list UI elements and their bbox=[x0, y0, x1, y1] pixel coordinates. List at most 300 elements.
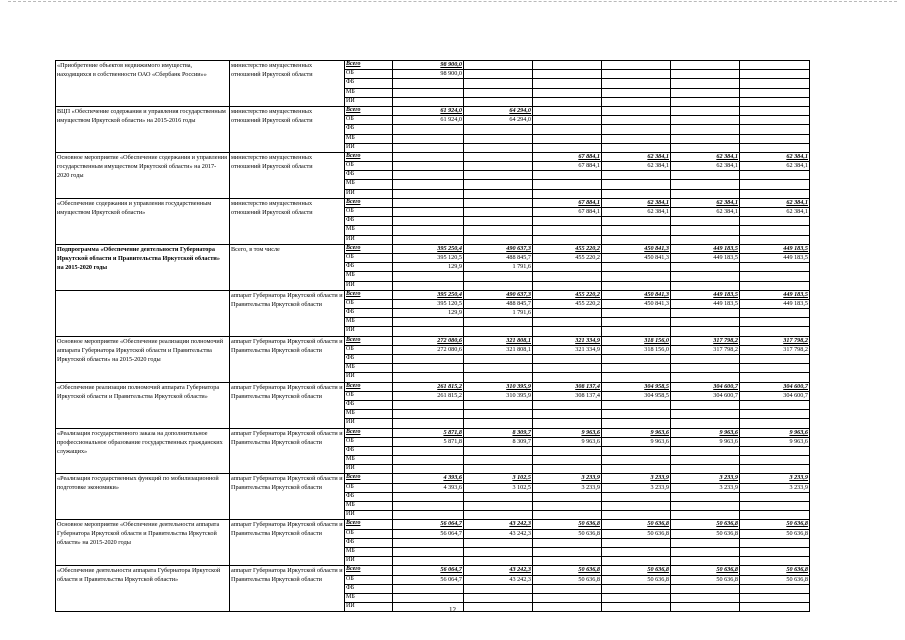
amount-cell: 50 636,8 bbox=[740, 566, 810, 575]
amount-cell bbox=[393, 492, 464, 501]
amount-cell bbox=[671, 70, 740, 79]
amount-cell bbox=[740, 272, 810, 281]
funding-source: МБ bbox=[345, 547, 393, 556]
amount-cell bbox=[740, 70, 810, 79]
amount-cell bbox=[740, 88, 810, 97]
amount-cell bbox=[671, 79, 740, 88]
funding-source: ФБ bbox=[345, 309, 393, 318]
amount-cell bbox=[740, 318, 810, 327]
amount-cell bbox=[671, 189, 740, 198]
amount-cell bbox=[393, 502, 464, 511]
amount-cell: 62 384,1 bbox=[671, 198, 740, 207]
amount-cell bbox=[533, 355, 602, 364]
amount-cell bbox=[533, 171, 602, 180]
amount-cell bbox=[740, 97, 810, 106]
amount-cell: 5 871,8 bbox=[393, 428, 464, 437]
amount-cell bbox=[393, 79, 464, 88]
amount-cell: 50 636,8 bbox=[671, 529, 740, 538]
amount-cell: 395 250,4 bbox=[393, 290, 464, 299]
measure-name bbox=[56, 290, 230, 336]
amount-cell bbox=[671, 364, 740, 373]
amount-cell bbox=[393, 171, 464, 180]
amount-cell: 50 636,8 bbox=[533, 520, 602, 529]
amount-cell bbox=[671, 373, 740, 382]
amount-cell bbox=[533, 410, 602, 419]
amount-cell bbox=[740, 309, 810, 318]
amount-cell: 50 636,8 bbox=[533, 529, 602, 538]
funding-source: ФБ bbox=[345, 263, 393, 272]
funding-source: ИИ bbox=[345, 235, 393, 244]
amount-cell bbox=[602, 272, 671, 281]
amount-cell bbox=[602, 70, 671, 79]
funding-source: МБ bbox=[345, 226, 393, 235]
executor-name: Всего, в том числе bbox=[230, 244, 345, 290]
amount-cell: 3 233,9 bbox=[740, 474, 810, 483]
amount-cell: 308 137,4 bbox=[533, 391, 602, 400]
amount-cell bbox=[740, 125, 810, 134]
measure-name: «Обеспечение содержания и управления государственным имуществом Иркутской области» bbox=[56, 198, 230, 244]
amount-cell bbox=[740, 364, 810, 373]
amount-cell: 449 183,5 bbox=[740, 244, 810, 253]
amount-cell bbox=[393, 272, 464, 281]
amount-cell bbox=[671, 538, 740, 547]
measure-name: Подпрограмма «Обеспечение деятельности Губернатора Иркутской области и Правительства Иркутской области» на 2015-2020 годы bbox=[56, 244, 230, 290]
amount-cell: 62 384,1 bbox=[602, 198, 671, 207]
amount-cell: 9 963,6 bbox=[602, 428, 671, 437]
amount-cell bbox=[464, 97, 533, 106]
funding-source: ИИ bbox=[345, 373, 393, 382]
amount-cell bbox=[740, 502, 810, 511]
executor-name: министерство имущественных отношений Иркутской области bbox=[230, 198, 345, 244]
amount-cell bbox=[671, 456, 740, 465]
executor-name: министерство имущественных отношений Иркутской области bbox=[230, 152, 345, 198]
amount-cell bbox=[464, 281, 533, 290]
amount-cell bbox=[393, 400, 464, 409]
amount-cell: 50 636,8 bbox=[671, 520, 740, 529]
amount-cell: 317 798,2 bbox=[740, 336, 810, 345]
funding-source: МБ bbox=[345, 134, 393, 143]
amount-cell bbox=[393, 217, 464, 226]
amount-cell bbox=[533, 327, 602, 336]
funding-source: Всего bbox=[345, 152, 393, 161]
amount-cell: 455 220,2 bbox=[533, 299, 602, 308]
amount-cell: 50 636,8 bbox=[602, 529, 671, 538]
amount-cell bbox=[464, 61, 533, 70]
amount-cell bbox=[393, 547, 464, 556]
amount-cell bbox=[671, 106, 740, 115]
amount-cell: 56 064,7 bbox=[393, 529, 464, 538]
amount-cell: 272 080,6 bbox=[393, 336, 464, 345]
amount-cell bbox=[602, 511, 671, 520]
amount-cell bbox=[671, 272, 740, 281]
amount-cell bbox=[393, 364, 464, 373]
amount-cell bbox=[602, 456, 671, 465]
amount-cell: 488 845,7 bbox=[464, 253, 533, 262]
amount-cell: 64 294,0 bbox=[464, 106, 533, 115]
amount-cell bbox=[671, 263, 740, 272]
amount-cell bbox=[740, 446, 810, 455]
amount-cell bbox=[740, 79, 810, 88]
funding-source: ФБ bbox=[345, 355, 393, 364]
amount-cell bbox=[671, 327, 740, 336]
measure-name: «Реализация государственных функций по мобилизационной подготовке экономики» bbox=[56, 474, 230, 520]
executor-name: министерство имущественных отношений Иркутской области bbox=[230, 106, 345, 152]
amount-cell bbox=[464, 189, 533, 198]
amount-cell bbox=[740, 584, 810, 593]
amount-cell bbox=[671, 61, 740, 70]
amount-cell: 310 395,9 bbox=[464, 382, 533, 391]
amount-cell bbox=[533, 106, 602, 115]
amount-cell bbox=[740, 106, 810, 115]
amount-cell: 129,9 bbox=[393, 263, 464, 272]
amount-cell bbox=[533, 492, 602, 501]
amount-cell: 67 884,1 bbox=[533, 198, 602, 207]
amount-cell bbox=[740, 557, 810, 566]
measure-name: «Обеспечение реализации полномочий аппарата Губернатора Иркутской области и Правительства Иркутской области» bbox=[56, 382, 230, 428]
amount-cell: 50 636,8 bbox=[740, 575, 810, 584]
amount-cell bbox=[533, 318, 602, 327]
amount-cell bbox=[671, 446, 740, 455]
funding-source: ИИ bbox=[345, 189, 393, 198]
table-row bbox=[56, 428, 810, 437]
amount-cell bbox=[740, 61, 810, 70]
amount-cell bbox=[740, 226, 810, 235]
funding-source: МБ bbox=[345, 502, 393, 511]
executor-name: аппарат Губернатора Иркутской области и Правительства Иркутской области bbox=[230, 474, 345, 520]
amount-cell bbox=[671, 88, 740, 97]
amount-cell: 50 636,8 bbox=[740, 520, 810, 529]
table-row bbox=[56, 382, 810, 391]
funding-source: ОБ bbox=[345, 208, 393, 217]
amount-cell bbox=[740, 235, 810, 244]
amount-cell bbox=[740, 327, 810, 336]
amount-cell bbox=[533, 373, 602, 382]
amount-cell bbox=[602, 584, 671, 593]
amount-cell bbox=[464, 584, 533, 593]
amount-cell bbox=[740, 217, 810, 226]
funding-source: МБ bbox=[345, 364, 393, 373]
amount-cell: 449 183,5 bbox=[671, 290, 740, 299]
amount-cell bbox=[393, 511, 464, 520]
amount-cell: 62 384,1 bbox=[740, 162, 810, 171]
amount-cell bbox=[740, 263, 810, 272]
amount-cell bbox=[393, 446, 464, 455]
amount-cell: 3 233,9 bbox=[533, 483, 602, 492]
amount-cell: 67 884,1 bbox=[533, 152, 602, 161]
amount-cell bbox=[740, 593, 810, 602]
amount-cell: 449 183,5 bbox=[671, 253, 740, 262]
amount-cell bbox=[602, 61, 671, 70]
amount-cell: 43 242,3 bbox=[464, 566, 533, 575]
table-row bbox=[56, 61, 810, 70]
funding-source: ОБ bbox=[345, 391, 393, 400]
amount-cell bbox=[464, 70, 533, 79]
amount-cell: 9 963,6 bbox=[740, 428, 810, 437]
amount-cell: 3 102,5 bbox=[464, 483, 533, 492]
amount-cell bbox=[464, 180, 533, 189]
executor-name: аппарат Губернатора Иркутской области и Правительства Иркутской области bbox=[230, 520, 345, 566]
amount-cell: 64 294,0 bbox=[464, 116, 533, 125]
amount-cell bbox=[393, 538, 464, 547]
amount-cell: 62 384,1 bbox=[602, 162, 671, 171]
amount-cell bbox=[464, 134, 533, 143]
amount-cell bbox=[393, 180, 464, 189]
amount-cell: 308 137,4 bbox=[533, 382, 602, 391]
funding-source: Всего bbox=[345, 290, 393, 299]
amount-cell: 62 384,1 bbox=[671, 162, 740, 171]
funding-source: ИИ bbox=[345, 511, 393, 520]
amount-cell: 321 808,1 bbox=[464, 345, 533, 354]
amount-cell bbox=[671, 235, 740, 244]
amount-cell: 62 384,1 bbox=[740, 208, 810, 217]
amount-cell bbox=[464, 538, 533, 547]
table-row bbox=[56, 336, 810, 345]
funding-source: МБ bbox=[345, 410, 393, 419]
amount-cell bbox=[533, 125, 602, 134]
amount-cell bbox=[671, 465, 740, 474]
amount-cell bbox=[740, 511, 810, 520]
funding-source: ИИ bbox=[345, 97, 393, 106]
amount-cell bbox=[533, 272, 602, 281]
funding-source: Всего bbox=[345, 428, 393, 437]
amount-cell bbox=[740, 492, 810, 501]
funding-source: Всего bbox=[345, 106, 393, 115]
amount-cell bbox=[533, 547, 602, 556]
amount-cell bbox=[602, 547, 671, 556]
measure-name: «Реализация государственного заказа на дополнительное профессиональное образование государственных гражданских служащих» bbox=[56, 428, 230, 474]
amount-cell bbox=[533, 70, 602, 79]
amount-cell bbox=[464, 419, 533, 428]
funding-source: Всего bbox=[345, 382, 393, 391]
amount-cell bbox=[671, 309, 740, 318]
amount-cell: 50 636,8 bbox=[740, 529, 810, 538]
amount-cell: 50 636,8 bbox=[602, 520, 671, 529]
table-row bbox=[56, 198, 810, 207]
amount-cell bbox=[740, 134, 810, 143]
executor-name: аппарат Губернатора Иркутской области и Правительства Иркутской области bbox=[230, 382, 345, 428]
measure-name: «Обеспечение деятельности аппарата Губернатора Иркутской области и Правительства Иркутской области» bbox=[56, 566, 230, 612]
amount-cell bbox=[533, 143, 602, 152]
amount-cell: 62 384,1 bbox=[602, 152, 671, 161]
amount-cell bbox=[393, 410, 464, 419]
funding-source: ОБ bbox=[345, 162, 393, 171]
amount-cell bbox=[671, 355, 740, 364]
amount-cell bbox=[602, 116, 671, 125]
amount-cell bbox=[533, 400, 602, 409]
amount-cell bbox=[464, 162, 533, 171]
amount-cell bbox=[533, 364, 602, 373]
amount-cell bbox=[533, 61, 602, 70]
funding-source: Всего bbox=[345, 566, 393, 575]
amount-cell: 9 963,6 bbox=[533, 428, 602, 437]
amount-cell bbox=[533, 281, 602, 290]
funding-source: ОБ bbox=[345, 345, 393, 354]
amount-cell: 50 636,8 bbox=[671, 566, 740, 575]
amount-cell: 9 963,6 bbox=[740, 437, 810, 446]
amount-cell bbox=[671, 180, 740, 189]
measure-name: Основное мероприятие «Обеспечение деятельности аппарата Губернатора Иркутской области и Правительства Иркутской области» на 2015-2020 годы bbox=[56, 520, 230, 566]
executor-name: аппарат Губернатора Иркутской области и Правительства Иркутской области bbox=[230, 428, 345, 474]
amount-cell bbox=[602, 400, 671, 409]
amount-cell: 1 791,6 bbox=[464, 309, 533, 318]
amount-cell bbox=[602, 263, 671, 272]
amount-cell: 395 120,5 bbox=[393, 299, 464, 308]
funding-source: ФБ bbox=[345, 125, 393, 134]
amount-cell: 3 233,9 bbox=[671, 483, 740, 492]
amount-cell: 304 600,7 bbox=[671, 391, 740, 400]
measure-name: «Приобретение объектов недвижимого имущества, находящихся в собственности ОАО «Сбербанк России»» bbox=[56, 61, 230, 107]
amount-cell: 9 963,6 bbox=[602, 437, 671, 446]
amount-cell: 9 963,6 bbox=[671, 437, 740, 446]
amount-cell: 3 233,9 bbox=[602, 483, 671, 492]
funding-source: ФБ bbox=[345, 79, 393, 88]
amount-cell bbox=[393, 373, 464, 382]
amount-cell bbox=[464, 327, 533, 336]
amount-cell bbox=[393, 318, 464, 327]
funding-source: МБ bbox=[345, 318, 393, 327]
amount-cell bbox=[602, 226, 671, 235]
amount-cell: 129,9 bbox=[393, 309, 464, 318]
amount-cell: 8 309,7 bbox=[464, 428, 533, 437]
amount-cell bbox=[393, 143, 464, 152]
amount-cell bbox=[602, 364, 671, 373]
funding-source: ОБ bbox=[345, 116, 393, 125]
amount-cell bbox=[671, 97, 740, 106]
amount-cell: 449 183,5 bbox=[740, 299, 810, 308]
amount-cell: 450 841,3 bbox=[602, 244, 671, 253]
amount-cell bbox=[671, 584, 740, 593]
amount-cell bbox=[464, 217, 533, 226]
amount-cell: 318 156,0 bbox=[602, 345, 671, 354]
amount-cell bbox=[671, 318, 740, 327]
amount-cell bbox=[602, 217, 671, 226]
amount-cell: 3 102,5 bbox=[464, 474, 533, 483]
amount-cell bbox=[393, 235, 464, 244]
amount-cell bbox=[740, 180, 810, 189]
table-row bbox=[56, 474, 810, 483]
amount-cell: 50 636,8 bbox=[533, 575, 602, 584]
page-number: 12 bbox=[449, 606, 456, 614]
measure-name: Основное мероприятие «Обеспечение реализации полномочий аппарата Губернатора Иркутской области и Правительства Иркутской области» на 2015-2020 годы bbox=[56, 336, 230, 382]
amount-cell bbox=[464, 125, 533, 134]
amount-cell bbox=[533, 217, 602, 226]
amount-cell bbox=[602, 419, 671, 428]
measure-name: ВЦП «Обеспечение содержания и управления государственным имуществом Иркутской области» на 2015-2016 годы bbox=[56, 106, 230, 152]
amount-cell: 455 220,2 bbox=[533, 253, 602, 262]
amount-cell: 261 815,2 bbox=[393, 382, 464, 391]
amount-cell bbox=[533, 79, 602, 88]
funding-source: ФБ bbox=[345, 584, 393, 593]
amount-cell: 43 242,3 bbox=[464, 529, 533, 538]
amount-cell bbox=[671, 400, 740, 409]
amount-cell bbox=[602, 281, 671, 290]
amount-cell bbox=[740, 538, 810, 547]
table-row bbox=[56, 244, 810, 253]
amount-cell bbox=[740, 547, 810, 556]
amount-cell: 450 841,3 bbox=[602, 290, 671, 299]
amount-cell: 43 242,3 bbox=[464, 520, 533, 529]
amount-cell bbox=[740, 456, 810, 465]
amount-cell: 395 120,5 bbox=[393, 253, 464, 262]
funding-source: Всего bbox=[345, 520, 393, 529]
amount-cell: 98 900,0 bbox=[393, 70, 464, 79]
amount-cell bbox=[671, 281, 740, 290]
amount-cell bbox=[464, 152, 533, 161]
amount-cell bbox=[533, 97, 602, 106]
amount-cell bbox=[671, 217, 740, 226]
amount-cell bbox=[602, 309, 671, 318]
amount-cell: 490 637,3 bbox=[464, 244, 533, 253]
funding-source: Всего bbox=[345, 474, 393, 483]
amount-cell bbox=[602, 143, 671, 152]
funding-source: Всего bbox=[345, 336, 393, 345]
amount-cell bbox=[464, 355, 533, 364]
amount-cell bbox=[602, 373, 671, 382]
amount-cell bbox=[464, 446, 533, 455]
amount-cell: 43 242,3 bbox=[464, 575, 533, 584]
amount-cell bbox=[533, 584, 602, 593]
amount-cell bbox=[602, 327, 671, 336]
amount-cell bbox=[533, 593, 602, 602]
amount-cell bbox=[602, 593, 671, 602]
funding-source: ИИ bbox=[345, 281, 393, 290]
amount-cell bbox=[602, 465, 671, 474]
amount-cell bbox=[533, 134, 602, 143]
amount-cell bbox=[533, 88, 602, 97]
table-row bbox=[56, 520, 810, 529]
amount-cell: 321 334,9 bbox=[533, 336, 602, 345]
funding-source: МБ bbox=[345, 456, 393, 465]
funding-source: ФБ bbox=[345, 400, 393, 409]
amount-cell bbox=[464, 88, 533, 97]
amount-cell bbox=[671, 511, 740, 520]
amount-cell bbox=[393, 355, 464, 364]
amount-cell: 62 384,1 bbox=[740, 152, 810, 161]
amount-cell: 9 963,6 bbox=[671, 428, 740, 437]
amount-cell: 3 233,9 bbox=[533, 474, 602, 483]
amount-cell bbox=[393, 125, 464, 134]
amount-cell bbox=[740, 419, 810, 428]
amount-cell bbox=[533, 456, 602, 465]
amount-cell bbox=[671, 502, 740, 511]
amount-cell: 62 384,1 bbox=[740, 198, 810, 207]
amount-cell: 62 384,1 bbox=[602, 208, 671, 217]
amount-cell bbox=[464, 557, 533, 566]
funding-source: Всего bbox=[345, 244, 393, 253]
funding-source: ИИ bbox=[345, 419, 393, 428]
amount-cell: 261 815,2 bbox=[393, 391, 464, 400]
amount-cell bbox=[602, 79, 671, 88]
amount-cell: 321 808,1 bbox=[464, 336, 533, 345]
amount-cell: 3 233,9 bbox=[740, 483, 810, 492]
amount-cell bbox=[393, 162, 464, 171]
amount-cell bbox=[533, 189, 602, 198]
amount-cell bbox=[393, 281, 464, 290]
amount-cell: 450 841,3 bbox=[602, 253, 671, 262]
amount-cell bbox=[393, 456, 464, 465]
amount-cell bbox=[464, 318, 533, 327]
amount-cell: 449 183,5 bbox=[740, 290, 810, 299]
amount-cell bbox=[671, 125, 740, 134]
amount-cell bbox=[533, 465, 602, 474]
amount-cell: 304 958,5 bbox=[602, 391, 671, 400]
executor-name: аппарат Губернатора Иркутской области и Правительства Иркутской области bbox=[230, 290, 345, 336]
amount-cell: 488 845,7 bbox=[464, 299, 533, 308]
amount-cell bbox=[464, 547, 533, 556]
amount-cell bbox=[533, 511, 602, 520]
amount-cell bbox=[393, 88, 464, 97]
amount-cell bbox=[671, 134, 740, 143]
